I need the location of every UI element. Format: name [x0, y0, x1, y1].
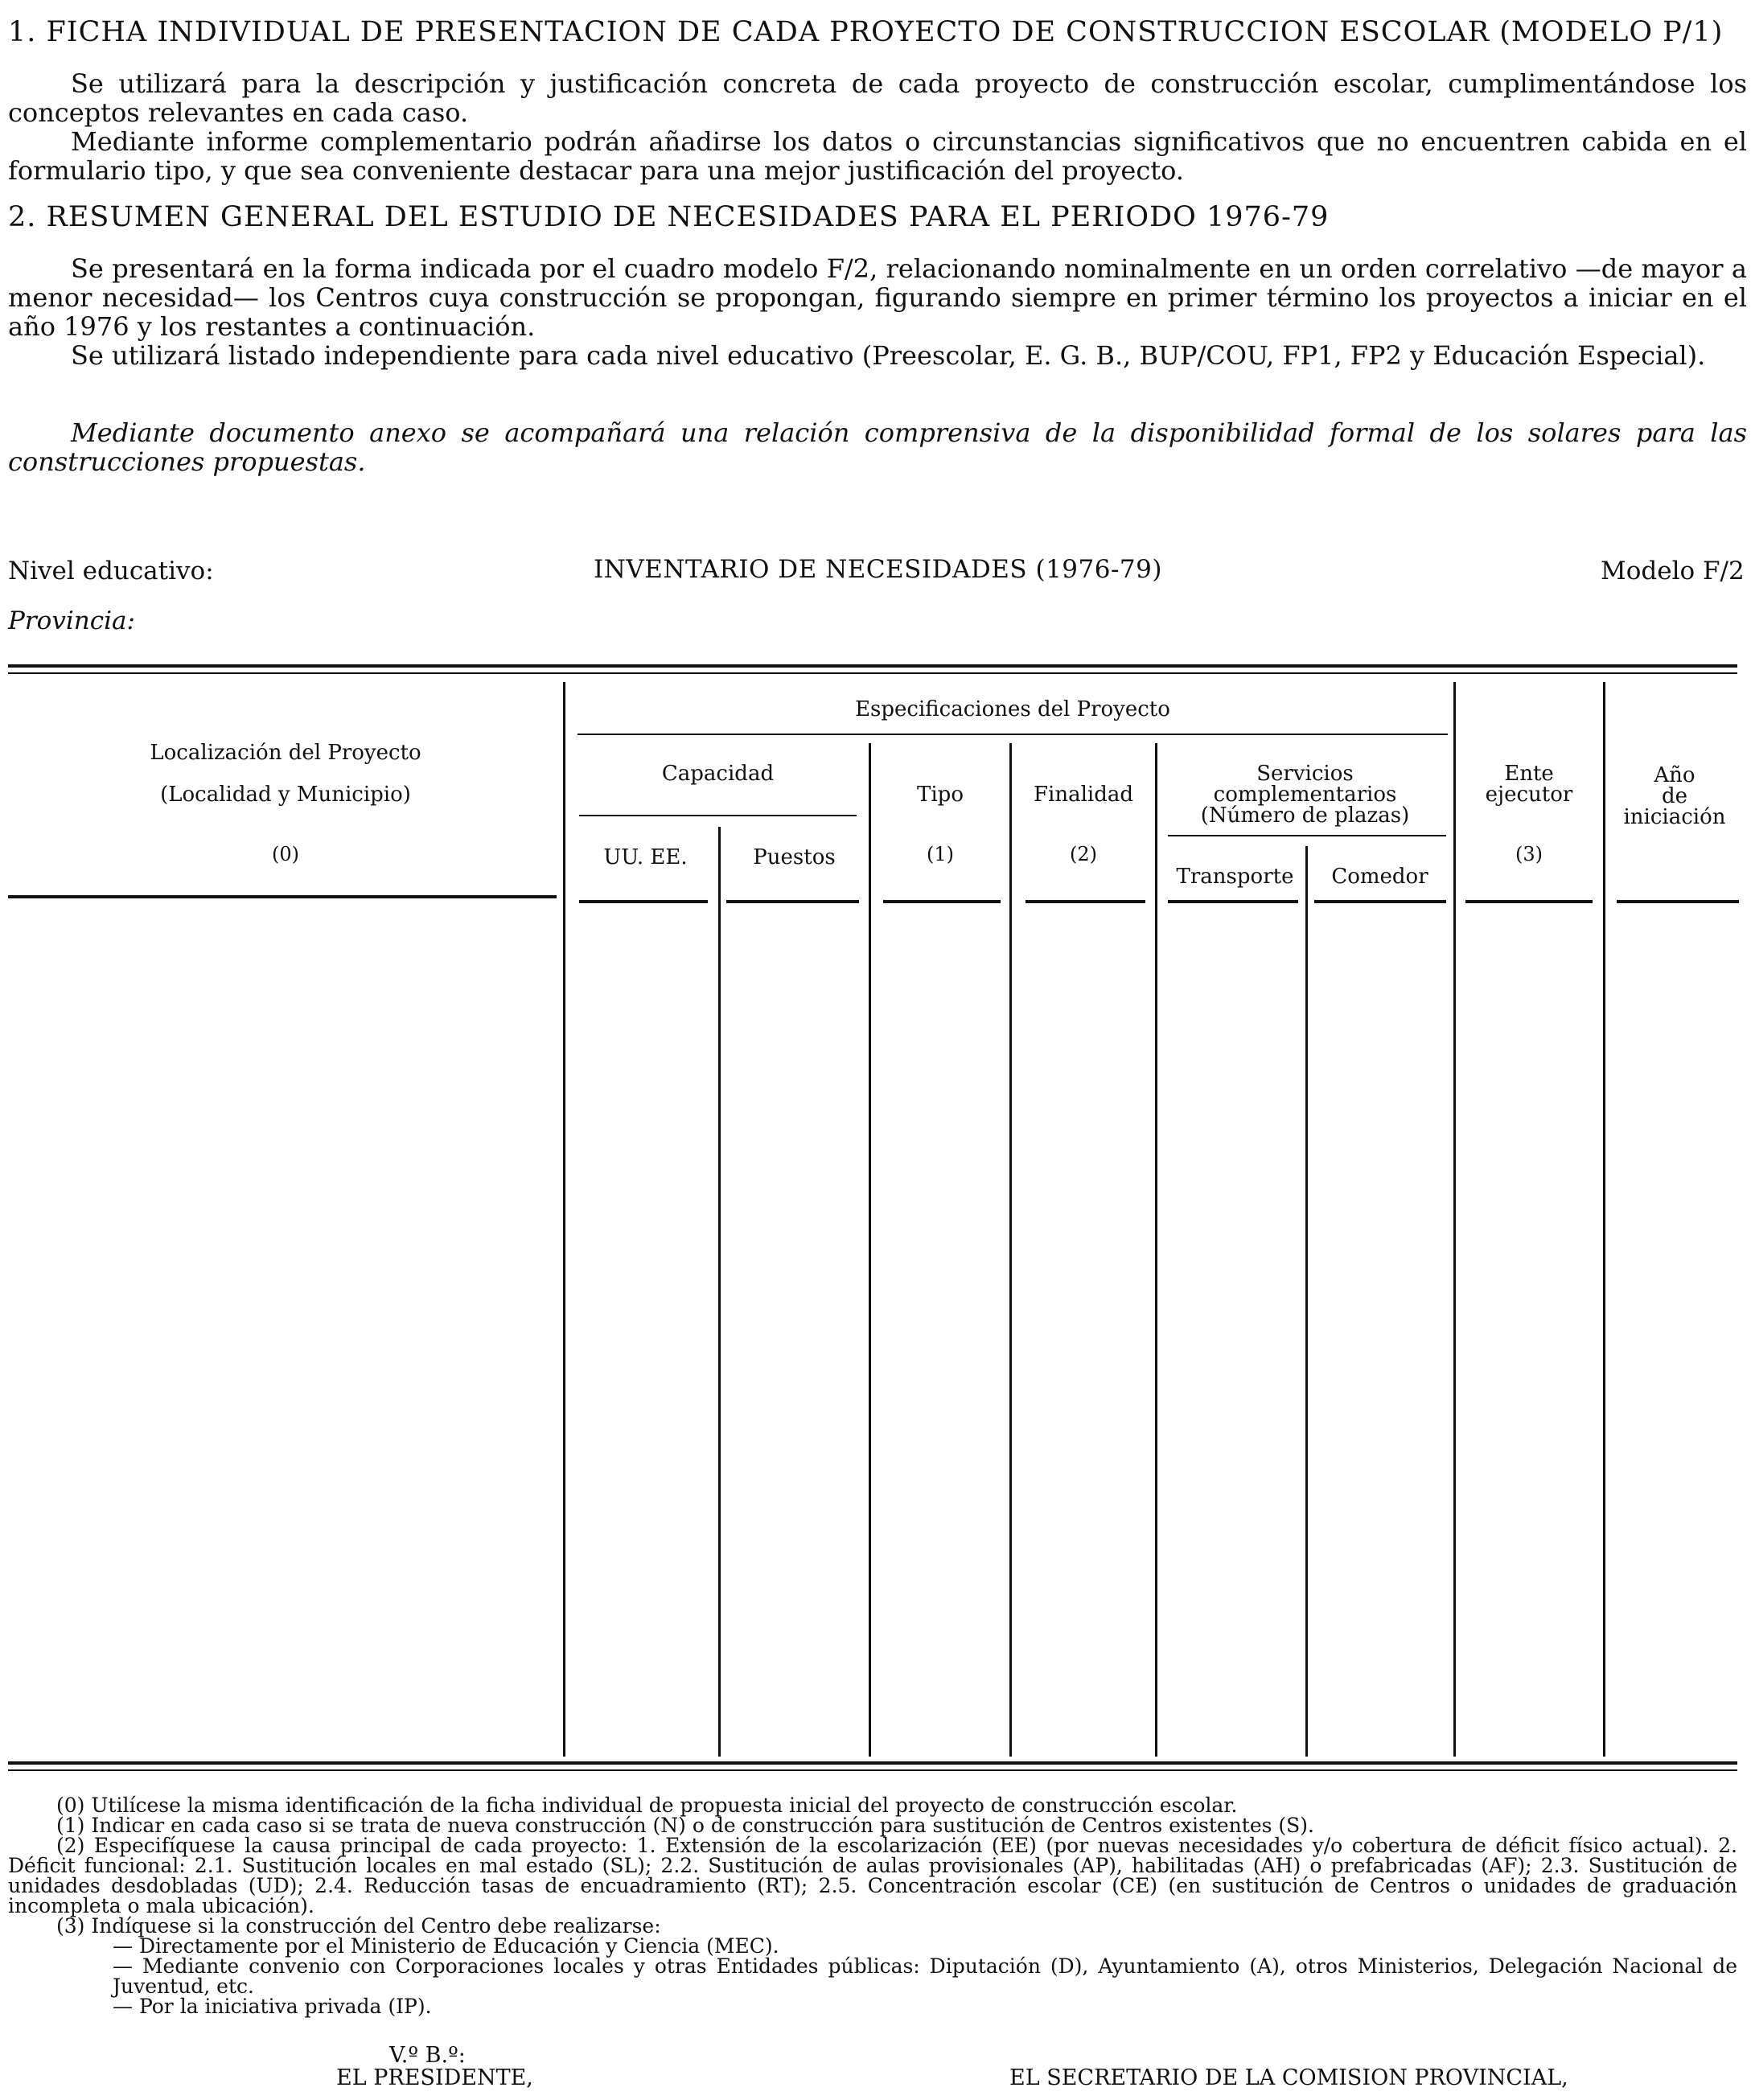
table-top-rule [8, 664, 1737, 668]
section2-paragraph-3: Mediante documento anexo se acompañará una relación comprensiva de la disponibilidad formal de los solares para las construcciones propuestas. [8, 417, 1747, 477]
footnote-2: (2) Especifíquese la causa principal de cada proyecto: 1. Extensión de la escolarización (EE) (por nuevas necesidades y/o cobertura de déficit físico actual). 2. Déficit funcional: 2.1. Sustitución locales en mal estado (SL); 2.2. Sustitución de aulas provisionales (AP), habilitadas (AH) o prefabricadas (AF); 2.3. Sustitución de unidades desdobladas (UD); 2.4. Reducción tasas de encuadramiento (RT); 2.5. Concentración escolar (CE) (en sustitución de Centros o unidades de graduación incompleta o mala ubicación). [8, 1834, 1737, 1917]
tipo-header: Tipo [917, 783, 964, 807]
servicios-header-line3: (Número de plazas) [1200, 803, 1410, 828]
finalidad-header: Finalidad [1033, 783, 1134, 807]
col-divider-localizacion [563, 682, 565, 1757]
presidente-signature: EL PRESIDENTE, [336, 2065, 533, 2090]
header-bottom-rule-anio [1617, 900, 1739, 903]
anio-header-line1: Año [1654, 763, 1696, 787]
tipo-footnote-ref: (1) [927, 843, 954, 865]
section1-paragraph-2: Mediante informe complementario podrán añadirse los datos o circunstancias significativos que no encuentren cabida en el formulario tipo, y que sea conveniente destacar para una mejor justificación del proyecto. [8, 126, 1747, 186]
header-bottom-rule-ente [1465, 900, 1593, 903]
ente-footnote-ref: (3) [1515, 843, 1543, 865]
puestos-header: Puestos [753, 845, 836, 869]
section2-heading: 2. RESUMEN GENERAL DEL ESTUDIO DE NECESIDADES PARA EL PERIODO 1976-79 [8, 201, 1330, 233]
anio-header-line2: de [1661, 784, 1688, 808]
footnote-0: (0) Utilícese la misma identificación de la ficha individual de propuesta inicial del proyecto de construcción escolar. [56, 1794, 1238, 1817]
footnote-3c: — Por la iniciativa privada (IP). [113, 1995, 432, 2018]
table-bottom-rule-thin [8, 1769, 1737, 1771]
transporte-header: Transporte [1176, 865, 1294, 889]
col-divider-ente [1603, 682, 1605, 1757]
secretario-signature: EL SECRETARIO DE LA COMISION PROVINCIAL, [1009, 2065, 1568, 2090]
col-divider-capacidad [869, 743, 871, 1757]
localizacion-header-line1: Localización del Proyecto [150, 741, 421, 765]
ente-header-line1: Ente [1504, 762, 1554, 786]
header-bottom-rule-localizacion [8, 895, 557, 898]
header-bottom-rule-uu-ee [579, 900, 708, 903]
header-bottom-rule-puestos [726, 900, 859, 903]
col-divider-finalidad [1155, 743, 1157, 1757]
footnote-3: (3) Indíquese si la construcción del Centro debe realizarse: [56, 1914, 661, 1938]
vobo-label: V.º B.º: [389, 2043, 466, 2068]
footnote-3a: — Directamente por el Ministerio de Educación y Ciencia (MEC). [113, 1934, 779, 1958]
section1-paragraph-1: Se utilizará para la descripción y justificación concreta de cada proyecto de construcción escolar, cumplimentándose los conceptos relevantes en cada caso. [8, 68, 1747, 128]
uu-ee-header: UU. EE. [603, 845, 688, 869]
col-divider-tipo [1009, 743, 1012, 1757]
servicios-header-line2: complementarios [1213, 783, 1397, 807]
header-bottom-rule-finalidad [1026, 900, 1145, 903]
modelo-label: Modelo F/2 [1601, 557, 1745, 586]
section2-paragraph-2: Se utilizará listado independiente para cada nivel educativo (Preescolar, E. G. B., BUP/COU, FP1, FP2 y Educación Especial). [71, 340, 1706, 371]
header-bottom-rule-transporte [1168, 900, 1298, 903]
header-bottom-rule-tipo [883, 900, 1001, 903]
table-top-rule-thin [8, 672, 1737, 674]
footnotes [8, 1795, 1737, 2016]
section2-paragraph-1: Se presentará en la forma indicada por el cuadro modelo F/2, relacionando nominalmente en un orden correlativo —de mayor a menor necesidad— los Centros cuya construcción se propongan, figurando siempre en primer término los proyectos a iniciar en el año 1976 y los restantes a continuación. [8, 253, 1747, 342]
col-divider-transporte [1305, 846, 1308, 1757]
localizacion-header-line2: (Localidad y Municipio) [160, 783, 411, 807]
finalidad-footnote-ref: (2) [1070, 843, 1097, 865]
localizacion-footnote-ref: (0) [272, 843, 299, 865]
header-bottom-rule-comedor [1314, 900, 1446, 903]
capacidad-rule [579, 815, 857, 816]
col-divider-uu-ee [718, 827, 721, 1757]
servicios-header-line1: Servicios [1256, 762, 1354, 786]
nivel-educativo-label: Nivel educativo: [8, 557, 214, 586]
comedor-header: Comedor [1331, 865, 1428, 889]
table-bottom-rule [8, 1761, 1737, 1765]
ente-header-line2: ejecutor [1485, 783, 1573, 807]
especificaciones-header: Especificaciones del Proyecto [855, 697, 1170, 721]
section1-heading: 1. FICHA INDIVIDUAL DE PRESENTACION DE CADA PROYECTO DE CONSTRUCCION ESCOLAR (MODELO P/1) [8, 16, 1724, 48]
servicios-rule [1168, 835, 1446, 836]
footnote-1: (1) Indicar en cada caso si se trata de nueva construcción (N) o de construcción para sustitución de Centros existentes (S). [56, 1814, 1314, 1837]
provincia-label: Provincia: [8, 606, 135, 635]
inventario-title: INVENTARIO DE NECESIDADES (1976-79) [594, 555, 1162, 584]
especificaciones-rule [578, 734, 1448, 735]
footnote-3b: — Mediante convenio con Corporaciones locales y otras Entidades públicas: Diputación (D), Ayuntamiento (A), otros Ministerios, Delegación Nacional de Juventud, etc. [113, 1954, 1737, 1998]
capacidad-header: Capacidad [661, 762, 775, 786]
anio-header-line3: iniciación [1623, 805, 1726, 829]
